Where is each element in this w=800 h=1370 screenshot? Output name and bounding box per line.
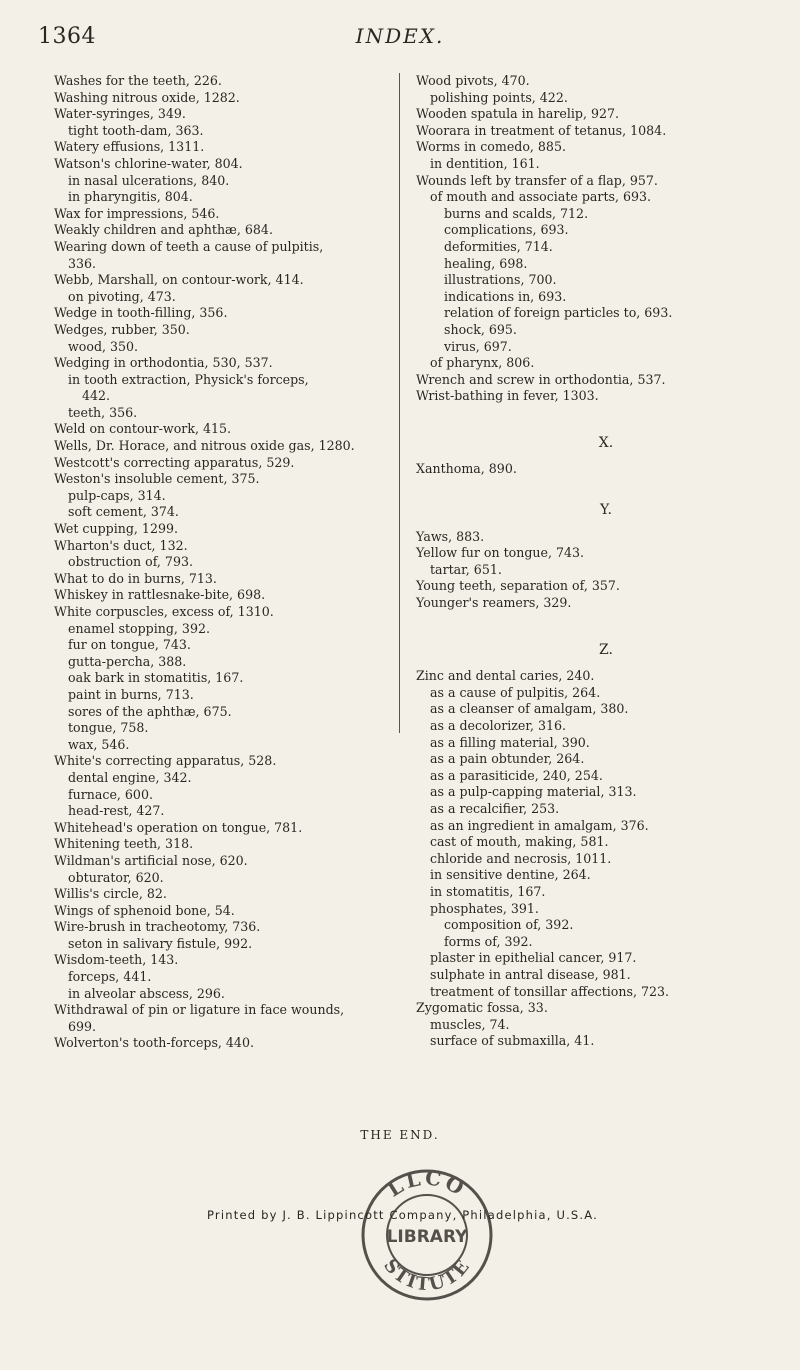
index-entry: seton in salivary fistule, 992. [68, 935, 253, 951]
section-heading-x: X. [598, 434, 614, 451]
index-entry: Wearing down of teeth a cause of pulpitis, [54, 238, 324, 254]
index-entry: as a filling material, 390. [430, 734, 590, 750]
index-entry: chloride and necrosis, 1011. [430, 850, 612, 866]
index-entry: indications in, 693. [444, 288, 567, 304]
index-entry: Wet cupping, 1299. [54, 521, 178, 537]
index-entry: Washes for the teeth, 226. [54, 73, 222, 88]
library-stamp-icon [352, 1160, 502, 1310]
index-entry: 442. [82, 388, 111, 404]
index-entry: Wrist-bathing in fever, 1303. [416, 388, 599, 404]
index-entry: 699. [68, 1018, 97, 1034]
index-entry: Whitening teeth, 318. [54, 836, 194, 852]
index-entry: Wedges, rubber, 350. [54, 321, 190, 337]
index-entry: Wolverton's tooth-forceps, 440. [54, 1035, 254, 1051]
index-entry: as a pulp-capping material, 313. [430, 784, 637, 800]
index-entry: Wedging in orthodontia, 530, 537. [54, 355, 273, 371]
index-entry: Woorara in treatment of tetanus, 1084. [416, 122, 667, 138]
index-column-left [54, 73, 396, 1052]
page-number: 1364 [38, 24, 96, 49]
index-entry: sulphate in antral disease, 981. [430, 966, 631, 982]
the-end-line: THE END. [360, 1128, 440, 1142]
index-entry: tartar, 651. [430, 561, 502, 577]
index-entry: Watson's chlorine-water, 804. [54, 155, 243, 171]
index-entry: Wounds left by transfer of a flap, 957. [416, 172, 658, 188]
index-entry: as a pain obtunder, 264. [430, 751, 585, 767]
index-entry: Whitehead's operation on tongue, 781. [54, 819, 303, 835]
index-entry: healing, 698. [444, 255, 528, 271]
index-entry: composition of, 392. [444, 917, 574, 933]
printer-imprint: Printed by J. B. Lippincott Company, Philadelphia, U.S.A. [207, 1208, 599, 1222]
index-entry: Wax for impressions, 546. [54, 205, 220, 221]
index-entry: deformities, 714. [444, 238, 553, 254]
index-entry: Wood pivots, 470. [416, 73, 530, 88]
index-entry: Watery effusions, 1311. [54, 139, 205, 155]
index-entry: Wrench and screw in orthodontia, 537. [416, 371, 666, 387]
stamp-top-text: LLCO [382, 1165, 471, 1202]
index-entry: Wings of sphenoid bone, 54. [54, 902, 235, 918]
index-entry: forms of, 392. [444, 933, 533, 949]
index-entry: in stomatitis, 167. [430, 883, 546, 899]
index-entry: of pharynx, 806. [430, 355, 535, 371]
index-entry: oak bark in stomatitis, 167. [68, 670, 244, 686]
index-entry: as a cause of pulpitis, 264. [430, 684, 601, 700]
index-entry: plaster in epithelial cancer, 917. [430, 950, 637, 966]
index-entry: virus, 697. [444, 338, 512, 354]
index-entry: fur on tongue, 743. [68, 637, 191, 653]
index-entry: obturator, 620. [68, 869, 164, 885]
index-entry: forceps, 441. [68, 969, 152, 985]
index-entry: in nasal ulcerations, 840. [68, 172, 230, 188]
index-entry: sores of the aphthæ, 675. [68, 703, 232, 719]
index-entry: polishing points, 422. [430, 89, 568, 105]
index-entry: cast of mouth, making, 581. [430, 834, 609, 850]
index-entry: Whiskey in rattlesnake-bite, 698. [54, 587, 266, 603]
index-entry: in dentition, 161. [430, 155, 540, 171]
index-entry: head-rest, 427. [68, 803, 165, 819]
index-entry: Withdrawal of pin or ligature in face wounds, [54, 1002, 345, 1018]
index-entry: in alveolar abscess, 296. [68, 985, 225, 1001]
running-head: INDEX. [355, 24, 445, 48]
index-entry: Zinc and dental caries, 240. [416, 668, 595, 684]
index-entry: Xanthoma, 890. [416, 461, 517, 477]
index-entry: shock, 695. [444, 321, 517, 337]
index-entry: tight tooth-dam, 363. [68, 122, 204, 138]
stamp-bottom-text: STITUTE [379, 1255, 475, 1296]
index-entry: illustrations, 700. [444, 272, 557, 288]
index-entry: wood, 350. [68, 338, 139, 354]
index-entry: Younger's reamers, 329. [416, 595, 572, 611]
index-entry: phosphates, 391. [430, 900, 539, 916]
index-entry: as a decolorizer, 316. [430, 718, 567, 733]
index-entry: Zygomatic fossa, 33. [416, 1000, 548, 1016]
index-entry: pulp-caps, 314. [68, 487, 166, 503]
index-entry: Wildman's artificial nose, 620. [54, 852, 248, 868]
index-entry: paint in burns, 713. [68, 686, 194, 702]
stamp-center-text: LIBRARY [386, 1227, 468, 1247]
index-entry: Wire-brush in tracheotomy, 736. [54, 919, 261, 935]
index-entry: Washing nitrous oxide, 1282. [54, 89, 240, 105]
index-entry: Yellow fur on tongue, 743. [416, 545, 585, 561]
index-entry: as a recalcifier, 253. [430, 800, 560, 816]
index-entry: 336. [68, 255, 97, 271]
index-entry: Young teeth, separation of, 357. [416, 578, 620, 594]
index-entry: relation of foreign particles to, 693. [444, 305, 673, 321]
index-entry: Wooden spatula in harelip, 927. [416, 106, 620, 122]
index-entry: of mouth and associate parts, 693. [430, 189, 652, 205]
index-entry: What to do in burns, 713. [54, 570, 217, 586]
index-entry: in pharyngitis, 804. [68, 189, 193, 205]
index-entry: teeth, 356. [68, 404, 138, 420]
index-entry: Weakly children and aphthæ, 684. [54, 222, 273, 238]
index-entry: in sensitive dentine, 264. [430, 867, 591, 883]
index-entry: Water-syringes, 349. [54, 106, 186, 122]
index-entry: Weld on contour-work, 415. [54, 421, 231, 437]
column-divider [399, 73, 400, 733]
section-heading-z: Z. [599, 641, 613, 658]
index-entry: on pivoting, 473. [68, 288, 176, 304]
index-entry: Wharton's duct, 132. [54, 537, 188, 553]
x-entries [416, 461, 796, 478]
index-column-right [416, 73, 796, 1050]
section-heading-y: Y. [600, 502, 612, 519]
index-entry: Wedge in tooth-filling, 356. [54, 305, 228, 321]
index-entry: as a parasiticide, 240, 254. [430, 767, 603, 783]
index-entry: furnace, 600. [68, 786, 153, 802]
w-entries [416, 73, 796, 405]
index-entry: Willis's circle, 82. [54, 886, 167, 902]
index-entry: Worms in comedo, 885. [416, 139, 566, 155]
index-entry: Wells, Dr. Horace, and nitrous oxide gas, 1280. [54, 438, 355, 454]
index-entry: in tooth extraction, Physick's forceps, [68, 371, 309, 387]
index-entry: soft cement, 374. [68, 504, 179, 520]
index-entry: burns and scalds, 712. [444, 205, 589, 221]
index-entry: Webb, Marshall, on contour-work, 414. [54, 272, 304, 288]
index-entry: complications, 693. [444, 222, 569, 238]
index-entry: muscles, 74. [430, 1016, 510, 1032]
index-entry: surface of submaxilla, 41. [430, 1033, 595, 1049]
index-entry: wax, 546. [68, 736, 130, 752]
index-entry: gutta-percha, 388. [68, 653, 187, 669]
index-entry: Wisdom-teeth, 143. [54, 952, 179, 968]
index-entry: Weston's insoluble cement, 375. [54, 471, 260, 487]
index-entry: treatment of tonsillar affections, 723. [430, 983, 670, 999]
index-entry: enamel stopping, 392. [68, 620, 210, 636]
index-entry: White's correcting apparatus, 528. [54, 753, 277, 769]
index-entry: obstruction of, 793. [68, 554, 193, 570]
z-entries [416, 668, 796, 1050]
index-entry: tongue, 758. [68, 720, 149, 736]
index-entry: Yaws, 883. [416, 528, 485, 544]
y-entries [416, 529, 796, 612]
index-entry: White corpuscles, excess of, 1310. [54, 604, 274, 619]
index-entry: as a cleanser of amalgam, 380. [430, 701, 629, 717]
index-entry: dental engine, 342. [68, 769, 192, 785]
index-entry: Westcott's correcting apparatus, 529. [54, 454, 295, 470]
svg-text:LLCO [383, 1165, 471, 1201]
index-entry: as an ingredient in amalgam, 376. [430, 817, 649, 833]
